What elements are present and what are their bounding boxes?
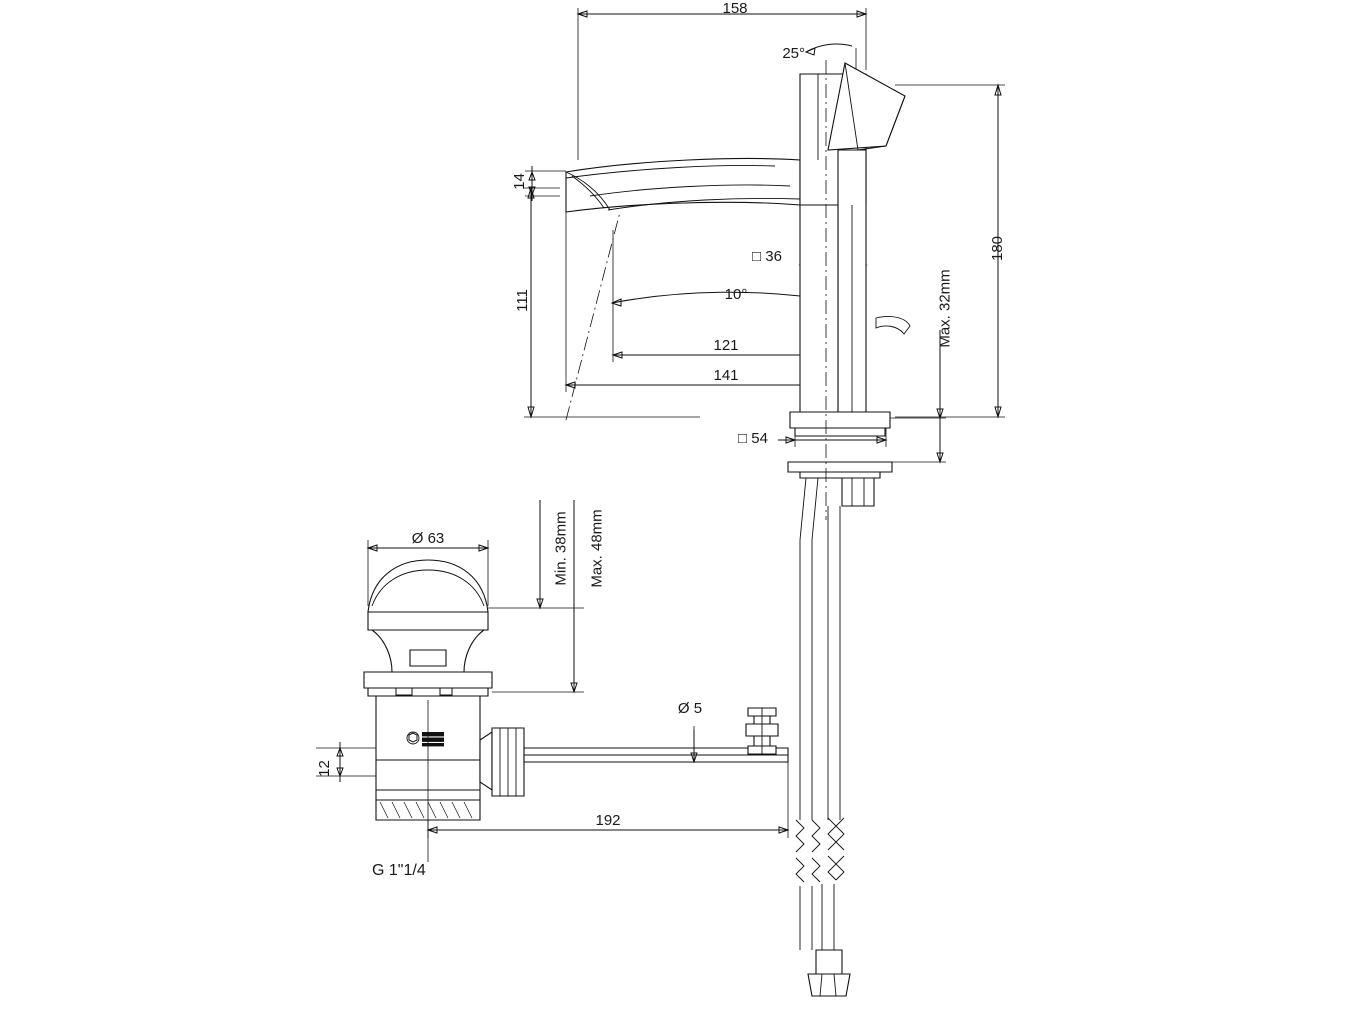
label-dia-63: Ø 63 [411,530,445,547]
label-square-54: □ 54 [738,430,768,447]
label-thread-g125: G 1"1/4 [372,862,426,879]
label-180: 180 [989,235,1007,262]
faucet-body [566,63,910,996]
label-14: 14 [510,173,528,190]
label-max-32: Max. 32mm [936,269,954,348]
dim-14 [525,166,566,201]
label-141: 141 [713,367,739,384]
label-dia-5: Ø 5 [677,700,703,717]
label-max-48: Max. 48mm [588,509,606,588]
label-121: 121 [713,337,739,354]
label-square-36: □ 36 [752,248,782,265]
dim-141 [566,210,836,392]
center-lines [566,60,826,520]
dim-dia-5 [691,726,697,762]
label-10-deg: 10° [724,286,748,303]
label-111: 111 [513,289,531,312]
label-min-38: Min. 38mm [552,511,570,586]
dim-max-32 [886,330,946,462]
label-158: 158 [722,0,748,17]
label-12: 12 [315,760,333,777]
label-192: 192 [595,812,621,829]
label-25-deg: 25° [782,45,805,62]
